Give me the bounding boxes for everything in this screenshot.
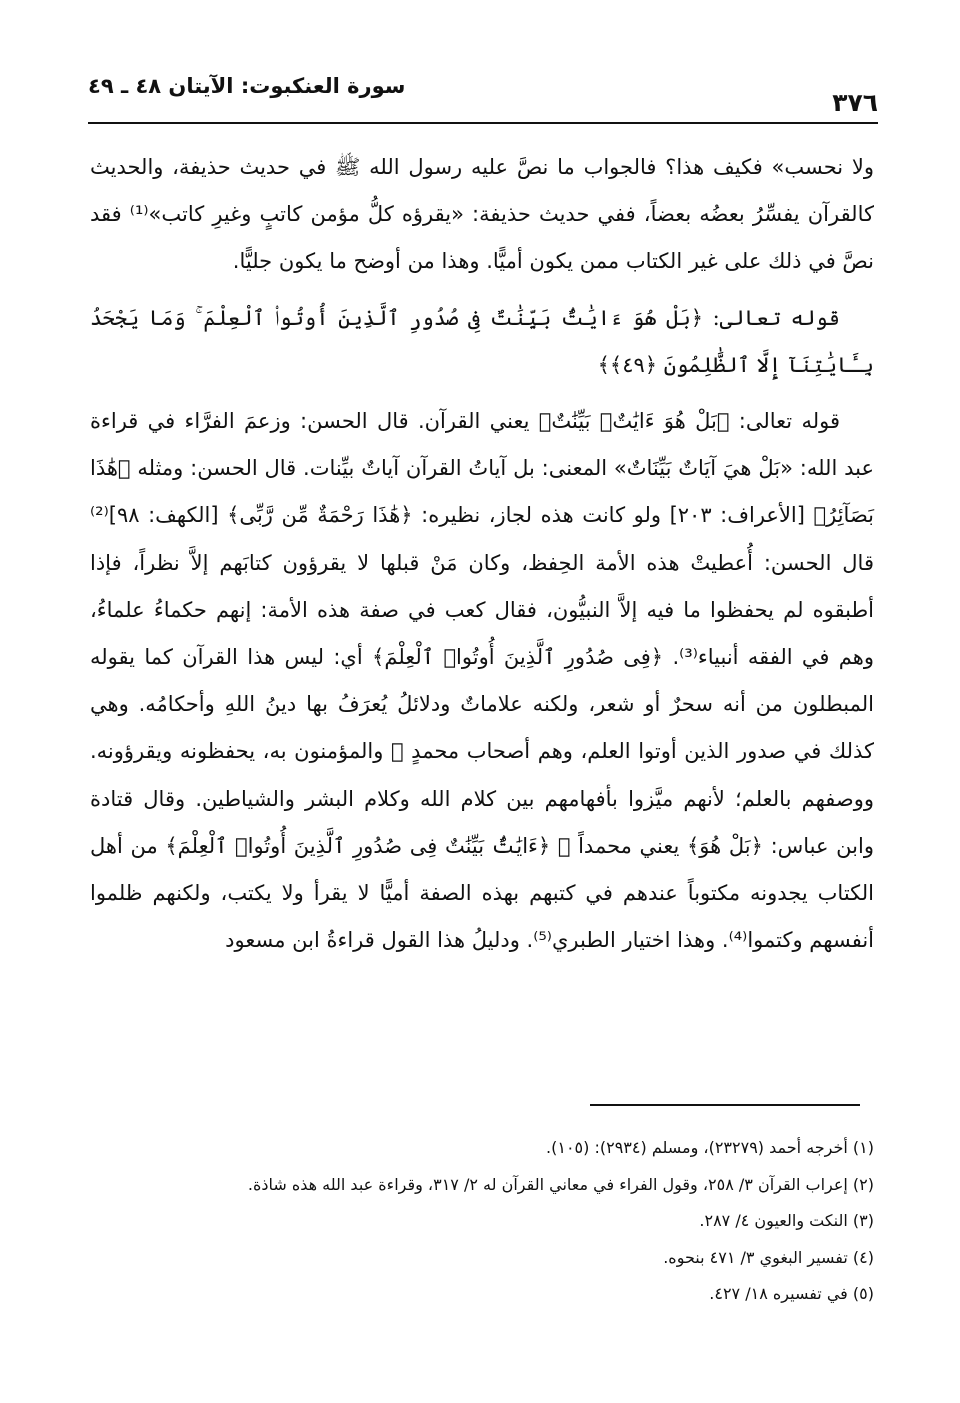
footnote: (١) أخرجه أحمد (٢٣٢٧٩)، ومسلم (٢٩٣٤): (١٠٥). xyxy=(546,1138,874,1157)
verse-paragraph: قوله تعالى: ﴿بَلْ هُوَ ءَايَٰتٌۢ بَيِّنَٰتٌ فِى صُدُورِ ٱلَّذِينَ أُوتُوا۟ ٱلْعِلْمَ ۚ وَمَا يَجْحَدُ بِـَٔايَٰتِنَآ إِلَّا ٱلظَّٰلِمُونَ ﴿٤٩﴾﴾ xyxy=(90,305,874,377)
footnote: (٥) في تفسيره ١٨/ ٤٢٧. xyxy=(709,1284,874,1303)
footnote: (٣) النكت والعيون ٤/ ٢٨٧. xyxy=(699,1211,874,1230)
footnote: (٢) إعراب القرآن ٣/ ٢٥٨، وقول الفراء في معاني القرآن له ٢/ ٣١٧، وقراءة عبد الله هذه شاذة. xyxy=(247,1174,874,1194)
page-header xyxy=(88,62,878,124)
paragraph: قوله تعالى: ﴿بَلْ هُوَ ءَايَٰتٌۢ بَيِّنَٰتٌ﴾ يعني القرآن. قال الحسن: وزعمَ الفرَّاء في قراءة عبد الله: «بَلْ هيَ آيَاتٌ بَيِّنَاتٌ» المعنى: بل آياتُ القرآن آياتٌ بيِّنات. قال الحسن: ومثله ﴿هَٰذَا بَصَآئِرُ﴾ [الأعراف: ٢٠٣] ولو كانت هذه لجاز، نظيره: ﴿هَٰذَا رَحْمَةٌ مِّن رَّبِّى﴾ [الكهف: ٩٨]⁽²⁾ قال الحسن: أُعطيتْ هذه الأمة الحِفظ، وكان مَنْ قبلها لا يقرؤون كتابَهم إلاَّ نظراً، فإذا أطبقوه لم يحفظوا ما فيه إلاَّ النبيُّون، فقال كعب في صفة هذه الأمة: إنهم حكماءُ علماءُ، وهم في الفقه أنبياء⁽³⁾. ﴿فِى صُدُورِ ٱلَّذِينَ أُوتُوا۟ ٱلْعِلْمَ﴾ أي: ليس هذا القرآن كما يقوله المبطلون من أنه سحرٌ أو شعر، ولكنه علاماتٌ ودلائلُ يُعرَفُ بها دينُ اللهِ وأحكامُه. وهي كذلك في صدور الذين أوتوا العلم، وهم أصحاب محمدٍ ﷺ والمؤمنون به، يحفظونه ويقرؤونه. ووصفهم بالعلم؛ لأنهم ميَّزوا بأفهامهم بين كلام الله وكلام البشر والشياطين. وقال قتادة وابن عباس: ﴿بَلْ هُوَ﴾ يعني محمداً ﷺ ﴿ءَايَٰتٌۢ بَيِّنَٰتٌ فِى صُدُورِ ٱلَّذِينَ أُوتُوا۟ ٱلْعِلْمَ﴾ من أهل الكتاب يجدونه مكتوباً عندهم في كتبهم بهذه الصفة أميًّا لا يقرأ ولا يكتب، ولكنهم ظلموا أنفسهم وكتموا⁽⁴⁾. وهذا اختيار الطبري⁽⁵⁾. ودليلُ هذا القول قراءةُ ابن مسعود xyxy=(90,409,874,953)
footnote: (٤) تفسير البغوي ٣/ ٤٧١ بنحوه. xyxy=(663,1247,874,1267)
footnote-separator xyxy=(590,1104,860,1106)
running-title: سورة العنكبوت: الآيتان ٤٨ ـ ٤٩ xyxy=(88,74,406,98)
header-rule xyxy=(88,122,878,124)
main-text xyxy=(90,144,874,964)
paragraph: ولا نحسب» فكيف هذا؟ فالجواب ما نصَّ عليه رسول الله ﷺ في حديث حذيفة، والحديث كالقرآن يفسِّرُ بعضُه بعضاً، ففي حديث حذيفة: «يقرؤه كلُّ مؤمن كاتبٍ وغيرِ كاتب»⁽¹⁾ فقد نصَّ في ذلك على غير الكتاب ممن يكون أميًّا. وهذا من أوضح ما يكون جليًّا. xyxy=(90,155,874,274)
page-number: ٣٧٦ xyxy=(832,88,878,117)
footnotes xyxy=(90,1130,874,1313)
